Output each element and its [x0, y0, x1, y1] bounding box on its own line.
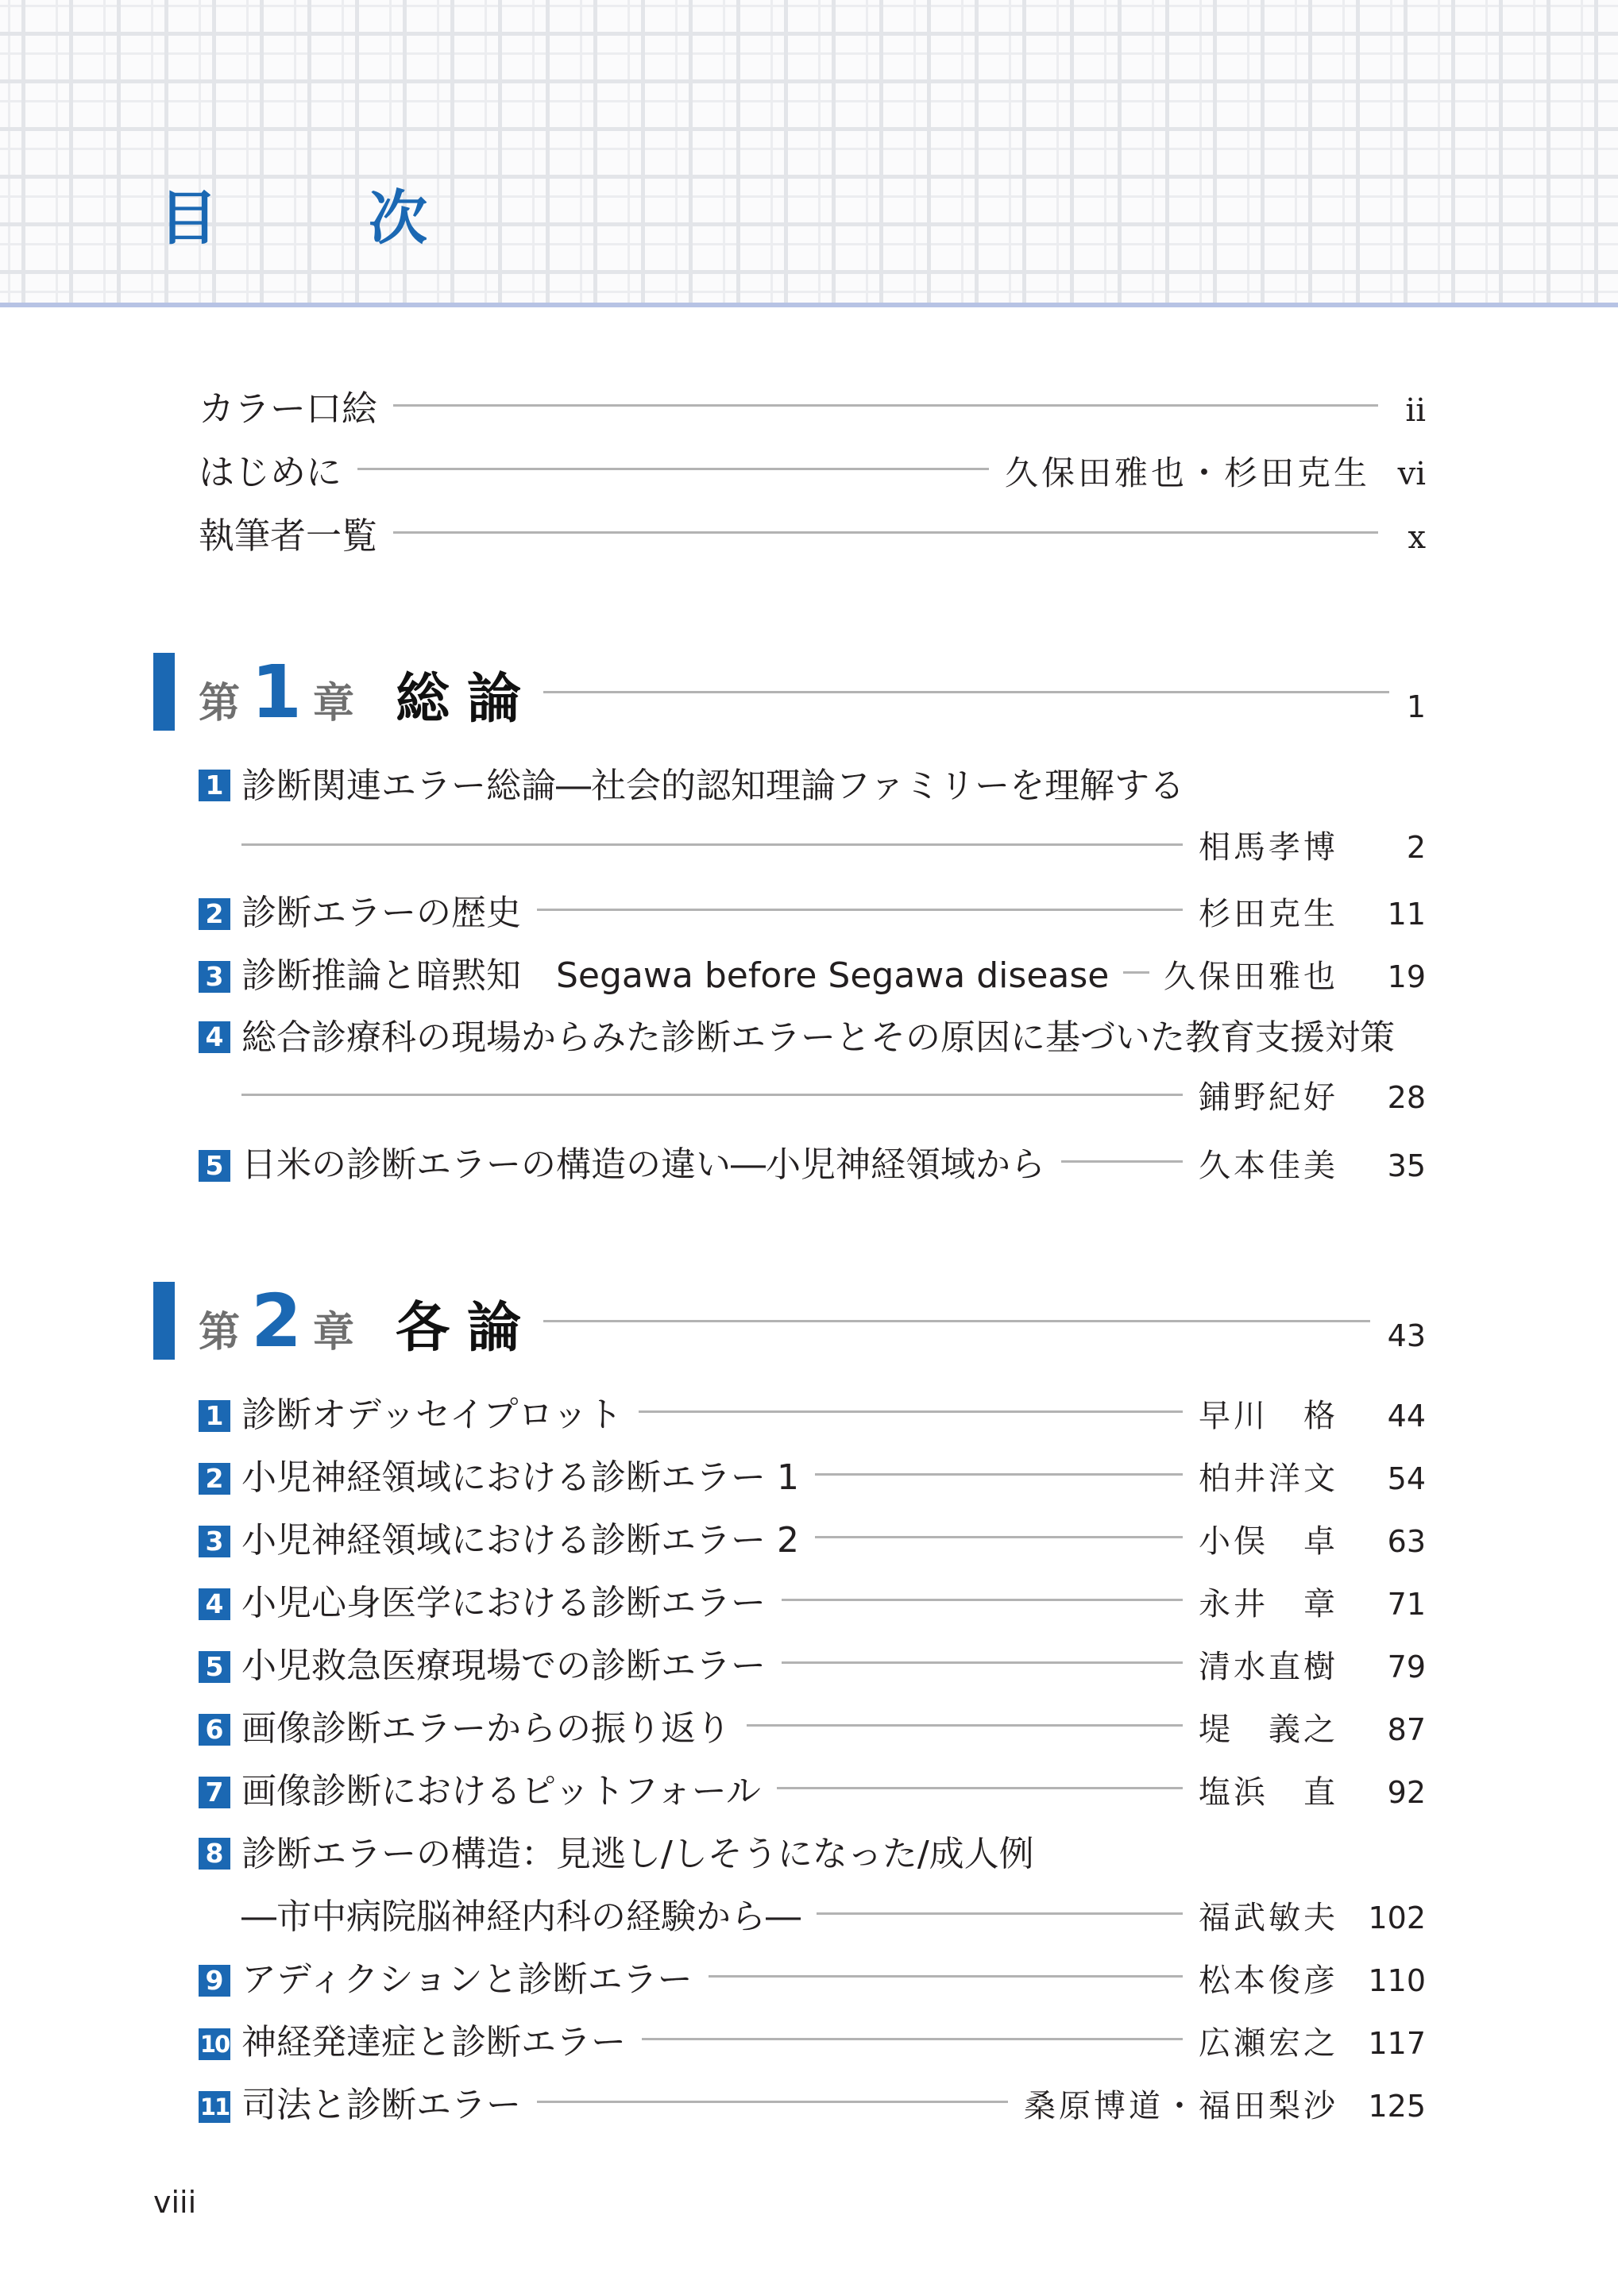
chapter-page: 1 [1406, 689, 1426, 724]
toc-item-1-3[interactable] [199, 947, 1426, 998]
toc-item-2-2[interactable] [199, 1449, 1426, 1499]
toc-page: 28 [1387, 1080, 1426, 1115]
toc-page: 110 [1368, 1963, 1426, 1998]
toc-title: 司法と診断エラー [241, 2085, 521, 2125]
toc-title: 画像診断エラーからの振り返り [241, 1708, 731, 1749]
toc-author: 久本佳美 [1199, 1148, 1338, 1184]
toc-title: 診断エラーの歴史 [241, 893, 521, 933]
toc-row-front-contributors[interactable] [199, 507, 1426, 558]
leader-line [1123, 971, 1149, 974]
chapter-suffix: 章 [313, 680, 355, 727]
chapter-marker-bar [153, 653, 175, 731]
toc-title: 日米の診断エラーの構造の違い―小児神経領域から [241, 1144, 1045, 1185]
toc-page: 2 [1406, 830, 1426, 865]
leader-line [1061, 1160, 1183, 1163]
chapter-prefix: 第 [199, 1309, 241, 1356]
toc-author: 杉田克生 [1199, 896, 1338, 932]
toc-title: 画像診断におけるピットフォール [241, 1771, 761, 1812]
toc-item-1-4-continuation[interactable] [241, 1072, 1426, 1117]
item-number-badge: 11 [199, 2091, 230, 2123]
leader-line [815, 1473, 1183, 1476]
toc-item-2-1[interactable] [199, 1386, 1426, 1437]
toc-item-1-2[interactable] [199, 884, 1426, 935]
leader-line [543, 1320, 1370, 1322]
item-number-badge: 5 [199, 1651, 230, 1683]
item-number-badge: 4 [199, 1588, 230, 1620]
page-title: 目 次 [159, 184, 473, 253]
toc-subtitle: ―市中病院脳神経内科の経験から― [241, 1897, 801, 1937]
chapter-name: 総論 [396, 668, 539, 731]
toc-author: 清水直樹 [1199, 1649, 1338, 1685]
toc-page: 19 [1387, 959, 1426, 994]
item-number-badge: 3 [199, 1526, 230, 1557]
chapter-number: 2 [251, 1279, 303, 1364]
toc-title: 診断関連エラー総論―社会的認知理論ファミリーを理解する [241, 766, 1185, 806]
toc-page: 63 [1387, 1524, 1426, 1559]
toc-page: 35 [1387, 1148, 1426, 1183]
item-number-badge: 7 [199, 1777, 230, 1808]
item-number-badge: 2 [199, 898, 230, 930]
toc-author: 早川 格 [1199, 1398, 1338, 1434]
toc-item-2-9[interactable] [199, 1951, 1426, 2001]
item-number-badge: 4 [199, 1021, 230, 1053]
toc-page: 44 [1387, 1399, 1426, 1434]
toc-title: 診断オデッセイプロット [241, 1395, 623, 1435]
toc-page: vi [1397, 456, 1426, 492]
page-number: viii [153, 2185, 197, 2220]
toc-title: 小児心身医学における診断エラー [241, 1583, 766, 1623]
toc-author: 柏井洋文 [1199, 1461, 1338, 1497]
toc-title: はじめに [199, 451, 342, 493]
toc-author: 久保田雅也・杉田克生 [1004, 453, 1370, 492]
leader-line [393, 531, 1378, 534]
toc-page: 125 [1368, 2089, 1426, 2124]
item-number-badge: 9 [199, 1965, 230, 1997]
toc-row-front-preface[interactable] [199, 443, 1426, 495]
toc-item-2-7[interactable] [199, 1762, 1426, 1813]
item-number-badge: 2 [199, 1463, 230, 1495]
toc-page: 102 [1368, 1900, 1426, 1935]
toc-author: 堤 義之 [1199, 1711, 1338, 1748]
toc-page: 71 [1387, 1587, 1426, 1622]
toc-title: 総合診療科の現場からみた診断エラーとその原因に基づいた教育支援対策 [241, 1017, 1395, 1058]
toc-item-2-10[interactable] [199, 2013, 1426, 2064]
toc-title: 神経発達症と診断エラー [241, 2022, 626, 2063]
toc-author: 永井 章 [1199, 1586, 1338, 1623]
toc-item-2-6[interactable] [199, 1700, 1426, 1750]
leader-line [815, 1536, 1183, 1538]
item-number-badge: 1 [199, 770, 230, 801]
toc-page: 54 [1387, 1461, 1426, 1496]
toc-title: 小児救急医療現場での診断エラー [241, 1646, 766, 1686]
toc-author: 小俣 卓 [1199, 1523, 1338, 1560]
chapter-heading-1[interactable] [199, 650, 1426, 735]
header-pattern-band [0, 0, 1618, 306]
toc-title: カラー口絵 [199, 388, 378, 430]
chapter-heading-2[interactable] [199, 1279, 1426, 1364]
item-number-badge: 6 [199, 1714, 230, 1746]
leader-line [817, 1912, 1183, 1915]
toc-item-2-5[interactable] [199, 1637, 1426, 1688]
leader-line [543, 691, 1389, 693]
leader-line [241, 1094, 1183, 1096]
leader-line [639, 1410, 1183, 1413]
leader-line [357, 468, 989, 470]
toc-author: 広瀬宏之 [1199, 2025, 1338, 2062]
toc-row-front-color-plates[interactable] [199, 380, 1426, 431]
leader-line [782, 1599, 1183, 1601]
toc-item-2-8[interactable] [199, 1825, 1034, 1876]
toc-page: 87 [1387, 1712, 1426, 1747]
leader-line [747, 1724, 1183, 1727]
toc-item-2-3[interactable] [199, 1511, 1426, 1562]
toc-page: ii [1405, 392, 1426, 429]
toc-author: 松本俊彦 [1199, 1962, 1338, 1999]
toc-page: 92 [1387, 1775, 1426, 1810]
toc-item-1-5[interactable] [199, 1136, 1426, 1187]
item-number-badge: 8 [199, 1838, 230, 1870]
leader-line [393, 404, 1378, 407]
chapter-suffix: 章 [313, 1309, 355, 1356]
toc-title: 診断エラーの構造：見逃し/しそうになった/成人例 [241, 1834, 1034, 1874]
chapter-page: 43 [1387, 1318, 1426, 1353]
item-number-badge: 10 [199, 2028, 230, 2060]
toc-title: 診断推論と暗黙知 Segawa before Segawa disease [241, 955, 1110, 996]
toc-author: 塩浜 直 [1199, 1774, 1338, 1811]
toc-author: 相馬孝博 [1199, 829, 1338, 866]
header-divider [0, 303, 1618, 307]
toc-title: 小児神経領域における診断エラー 1 [241, 1457, 799, 1498]
toc-item-1-1[interactable] [199, 757, 1184, 808]
toc-item-1-4[interactable] [199, 1009, 1395, 1059]
item-number-badge: 1 [199, 1400, 230, 1432]
leader-line [537, 2101, 1008, 2103]
toc-author: 福武敏夫 [1199, 1900, 1338, 1936]
toc-item-2-8-continuation[interactable] [241, 1888, 1426, 1939]
toc-author: 鋪野紀好 [1199, 1079, 1338, 1116]
toc-title: 執筆者一覧 [199, 515, 378, 557]
toc-page: 79 [1387, 1650, 1426, 1684]
toc-page: x [1408, 519, 1426, 556]
toc-title: アディクションと診断エラー [241, 1959, 693, 2000]
toc-item-2-4[interactable] [199, 1574, 1426, 1625]
leader-line [709, 1975, 1183, 1978]
leader-line [782, 1661, 1183, 1664]
chapter-name: 各論 [396, 1297, 539, 1360]
leader-line [241, 843, 1183, 846]
item-number-badge: 3 [199, 961, 230, 993]
toc-page: 117 [1368, 2026, 1426, 2061]
toc-item-1-1-continuation[interactable] [241, 822, 1426, 867]
chapter-marker-bar [153, 1282, 175, 1360]
toc-title: 小児神経領域における診断エラー 2 [241, 1520, 799, 1561]
toc-item-2-11[interactable] [199, 2076, 1426, 2127]
toc-page: 11 [1387, 897, 1426, 932]
leader-line [777, 1787, 1183, 1789]
leader-line [537, 909, 1183, 911]
chapter-prefix: 第 [199, 680, 241, 727]
toc-author: 久保田雅也 [1164, 959, 1338, 995]
chapter-number: 1 [251, 650, 303, 735]
item-number-badge: 5 [199, 1150, 230, 1182]
toc-author: 桑原博道・福田梨沙 [1024, 2088, 1338, 2124]
leader-line [642, 2038, 1183, 2040]
